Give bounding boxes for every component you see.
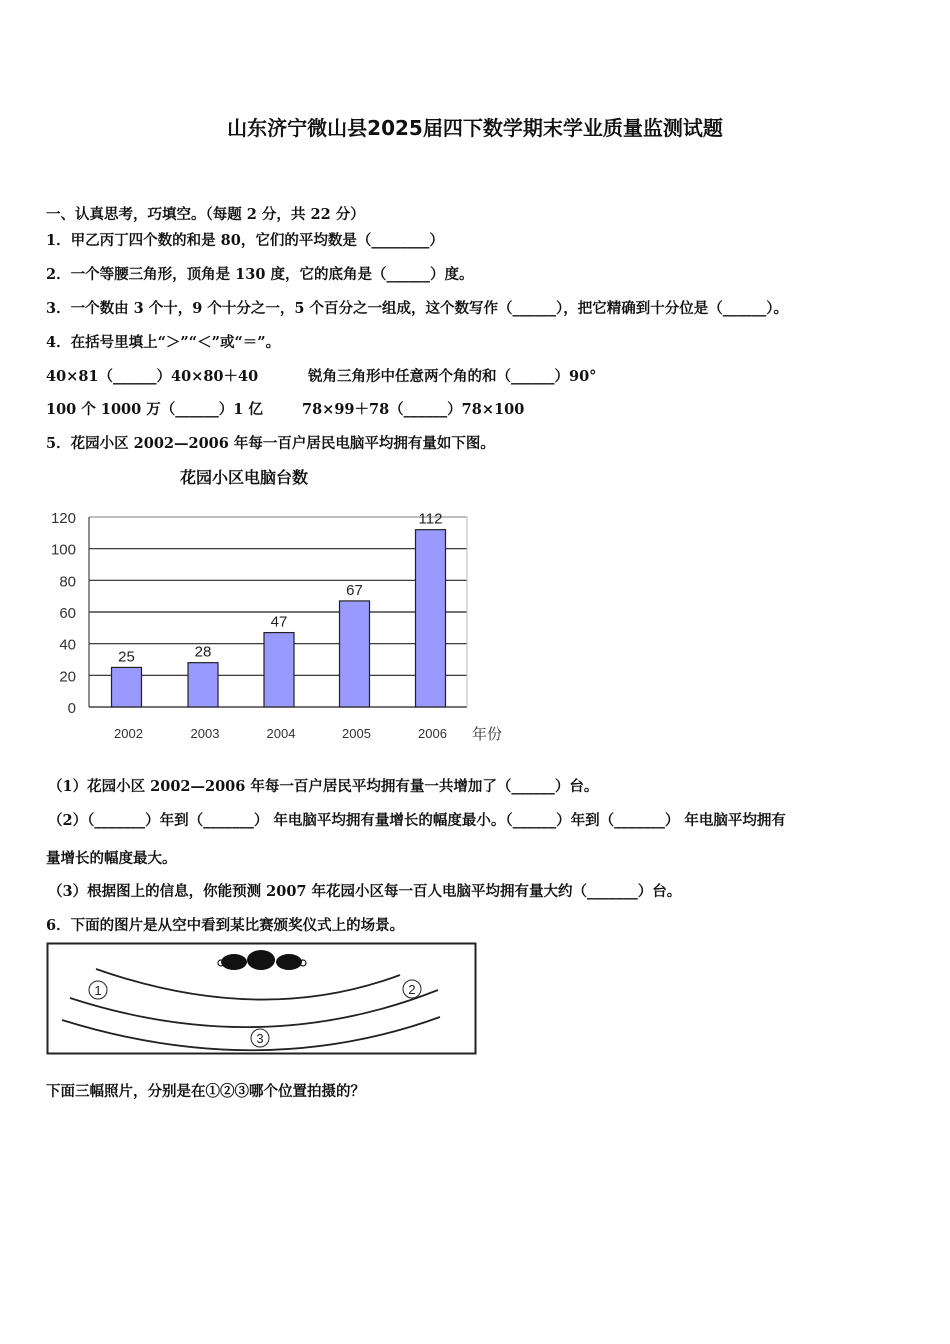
- y-tick-label: 0: [67, 700, 76, 717]
- x-tick-label: 2005: [342, 726, 371, 741]
- bar: [340, 601, 370, 707]
- question-5: 5．花园小区 2002—2006 年每一百户居民电脑平均拥有量如下图。: [46, 435, 495, 452]
- bar-value-label: 67: [346, 581, 363, 599]
- position-2-label: 2: [408, 982, 416, 997]
- chart-title: 花园小区电脑台数: [180, 468, 309, 487]
- question-5-sub-2: （2）（_______）年到（_______） 年电脑平均拥有量增长的幅度最小。（______）年到（_______） 年电脑平均拥有: [48, 812, 786, 829]
- y-tick-label: 80: [59, 573, 76, 591]
- x-tick-label: 2003: [190, 726, 220, 741]
- bar: [112, 667, 142, 707]
- y-tick-label: 20: [59, 668, 76, 686]
- bar-value-label: 47: [270, 613, 288, 631]
- x-axis-label: 年份: [472, 726, 503, 743]
- position-1-label: 1: [94, 983, 102, 998]
- bar-value-label: 28: [194, 643, 212, 661]
- position-3-label: 3: [256, 1031, 264, 1046]
- x-tick-label: 2004: [266, 726, 296, 741]
- question-6: 6．下面的图片是从空中看到某比赛颁奖仪式上的场景。: [46, 917, 405, 934]
- question-6-followup: 下面三幅照片，分别是在①②③哪个位置拍摄的？: [46, 1083, 365, 1100]
- question-1: 1．甲乙丙丁四个数的和是 80，它们的平均数是（________）: [46, 232, 444, 249]
- y-tick-label: 120: [50, 510, 76, 527]
- y-tick-label: 100: [50, 541, 76, 559]
- y-tick-label: 60: [59, 605, 76, 622]
- bar-value-label: 25: [118, 648, 135, 666]
- question-3: 3．一个数由 3 个十，9 个十分之一，5 个百分之一组成，这个数写作（______），把它精确到十分位是（______）。: [46, 300, 789, 317]
- bar-value-label: 112: [418, 510, 443, 528]
- question-4-item: 78×99＋78（______）78×100: [302, 401, 525, 418]
- question-4-item: 40×81（______）40×80＋40: [46, 368, 259, 385]
- bar: [188, 663, 218, 707]
- x-tick-label: 2002: [114, 726, 143, 741]
- question-4-item: 锐角三角形中任意两个角的和（______）90°: [308, 368, 597, 385]
- page-title: 山东济宁微山县2025届四下数学期末学业质量监测试题: [227, 116, 723, 140]
- bar: [416, 530, 446, 707]
- x-tick-label: 2006: [418, 726, 447, 741]
- question-4: 4．在括号里填上“＞”“＜”或“＝”。: [46, 334, 281, 351]
- question-5-sub-3: （3）根据图上的信息，你能预测 2007 年花园小区每一百人电脑平均拥有量大约（_______）台。: [48, 883, 682, 900]
- y-tick-label: 40: [59, 636, 76, 654]
- question-5-sub-1: （1）花园小区 2002—2006 年每一百户居民平均拥有量一共增加了（______）台。: [48, 778, 599, 795]
- question-2: 2．一个等腰三角形，顶角是 130 度，它的底角是（______）度。: [46, 266, 474, 283]
- section-heading: 一、认真思考，巧填空。（每题 2 分，共 22 分）: [46, 206, 365, 223]
- bar: [264, 633, 294, 707]
- question-4-item: 100 个 1000 万（______）1 亿: [46, 401, 263, 418]
- question-5-sub-2-cont: 量增长的幅度最大。: [46, 850, 177, 867]
- award-ceremony-figure: [46, 942, 478, 1056]
